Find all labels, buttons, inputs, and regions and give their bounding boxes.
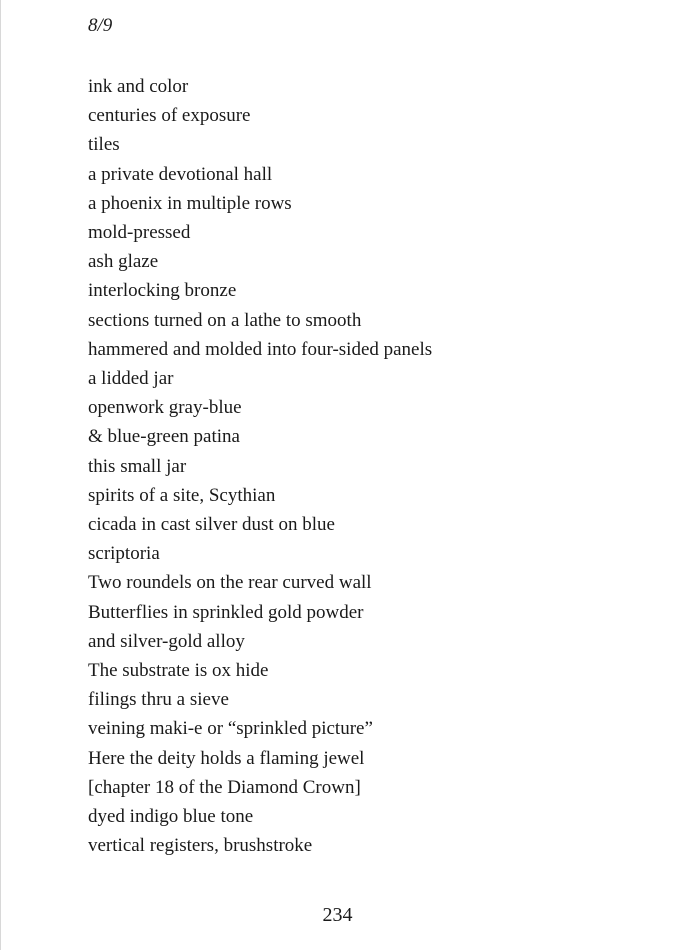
poem-line: ink and color: [88, 76, 189, 97]
poem-body: [88, 72, 432, 860]
poem-line: tiles: [88, 134, 120, 156]
poem-line: Here the deity holds a flaming jewel: [88, 747, 365, 769]
poem-line: this small jar: [88, 455, 187, 477]
poem-line: dyed indigo blue tone: [88, 806, 254, 828]
poem-line: cicada in cast silver dust on blue: [88, 514, 335, 536]
page-number: 234: [322, 904, 353, 926]
poem-line: spirits of a site, Scythian: [88, 484, 276, 506]
poem-line: a private devotional hall: [88, 163, 273, 185]
poem-line: a phoenix in multiple rows: [88, 192, 292, 214]
poem-line: centuries of exposure: [88, 105, 251, 127]
poem-line: scriptoria: [88, 543, 160, 565]
page-edge: [0, 0, 1, 950]
poem-line: vertical registers, brushstroke: [88, 835, 313, 857]
poem-line: sections turned on a lathe to smooth: [88, 309, 362, 331]
poem-line: mold-pressed: [88, 222, 191, 244]
poem-line: and silver-gold alloy: [88, 630, 245, 652]
poem-line: Two roundels on the rear curved wall: [88, 572, 372, 594]
poem-line: hammered and molded into four-sided panels: [88, 338, 433, 360]
poem-line: veining maki-e or “sprinkled picture”: [88, 718, 373, 740]
poem-line: openwork gray-blue: [88, 397, 242, 419]
poem-line: The substrate is ox hide: [88, 660, 269, 682]
section-label: 8/9: [88, 15, 113, 36]
poem-line: interlocking bronze: [88, 280, 237, 302]
poem-line: & blue-green patina: [88, 426, 240, 448]
poem-line: ash glaze: [88, 251, 159, 273]
poem-line: [chapter 18 of the Diamond Crown]: [88, 776, 361, 798]
poem-line: Butterflies in sprinkled gold powder: [88, 601, 364, 623]
poem-line: filings thru a sieve: [88, 689, 229, 711]
poem-line: a lidded jar: [88, 368, 174, 390]
